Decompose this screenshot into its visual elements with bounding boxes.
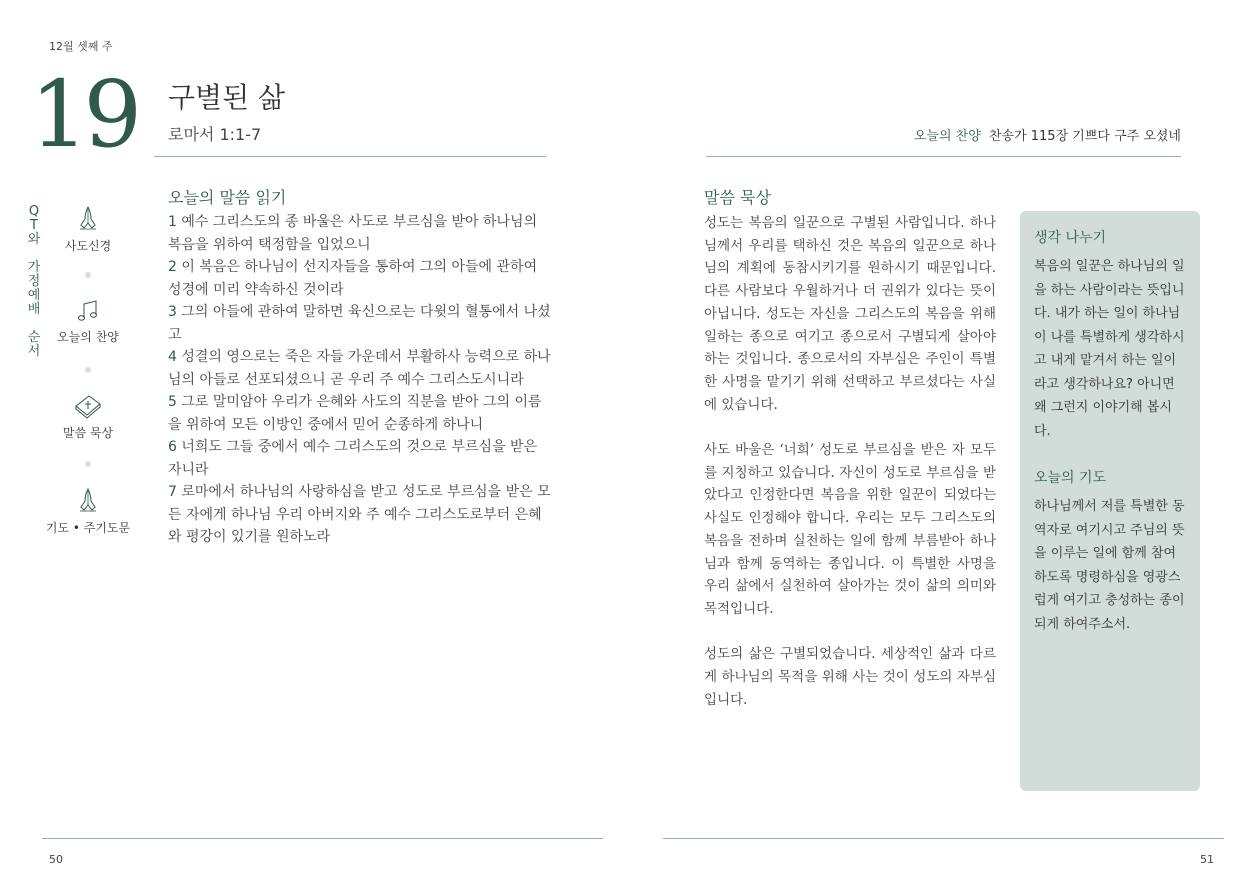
verse: 7 로마에서 하나님의 사랑하심을 받고 성도로 부르심을 받은 모든 자에게 하나님 우리 아버지와 주 예수 그리스도로부터 은혜와 평강이 있기를 원하노라 [168,484,551,545]
scripture-text [168,211,554,549]
prayer-text: 하나님께서 저를 특별한 동역자로 여기시고 주님의 뜻을 이루는 일에 함께 참여하도록 명령하심을 영광스럽게 여기고 충성하는 종이 되게 하여주소서. [1034,499,1185,632]
meditation-paragraph: 사도 바울은 ‘너희’ 성도로 부르심을 받은 자 모두를 지칭하고 있습니다. 자신이 성도로 부르심을 받았다고 인정한다면 복음을 위한 일꾼이 되었다는 사실도 인정해야 합니다. 우리는 모두 그리스도의 복음을 전하며 실천하는 일에 함께 부름받아 하나님과 함께 동역하는 종입니다. 이 특별한 사명을 우리 삶에서 실천하여 살아가는 것이 삶의 의미와 목적입니다. [704,442,996,617]
footer-divider-left [42,838,603,839]
order-item-prayer [43,487,133,536]
order-item-label: 기도 • 주기도문 [45,521,131,535]
hymn-text: 찬송가 115장 기쁘다 구주 오셨네 [988,129,1181,144]
sidebar-title-char: 가 [27,260,41,275]
page-title: 구별된 삶 [168,81,286,114]
sharing-text: 복음의 일꾼은 하나님의 일을 하는 사람이라는 뜻입니다. 내가 하는 일이 하나님이 나를 특별하게 생각하시고 내게 맡겨서 하는 일이라고 생각하나요? 아니면 왜 그런지 이야기해 봅시다. [1034,259,1185,439]
verse: 1 예수 그리스도의 종 바울은 사도로 부르심을 받아 하나님의 복음을 위하여 택정함을 입었으니 [168,214,538,253]
week-label: 12월 셋째 주 [49,40,113,53]
sidebar-title-char: 서 [27,344,41,359]
reading-heading: 오늘의 말씀 읽기 [168,188,287,207]
title-divider [154,156,546,157]
sidebar-title-char: 배 [27,302,41,317]
meditation-heading: 말씀 묵상 [704,188,771,207]
bible-icon [73,392,103,420]
hymn-divider [706,156,1181,157]
order-item-creed [43,205,133,254]
verse: 2 이 복음은 하나님이 선지자들을 통하여 그의 아들에 관하여 성경에 미리 약속하신 것이라 [168,259,538,298]
order-item-hymn [43,298,133,345]
praying-hands-icon [74,205,102,233]
scripture-reference: 로마서 1:1-7 [168,125,262,144]
order-item-meditation [43,392,133,441]
sidebar-title-char: 예 [27,288,41,303]
meditation-paragraph: 성도는 복음의 일꾼으로 구별된 사람입니다. 하나님께서 우리를 택하신 것은 복음의 일꾼으로 하나님의 계획에 동참시키기를 원하시기 때문입니다. 다른 사람보다 우월하거나 더 권위가 있다는 뜻이 아닙니다. 성도는 자신을 그리스도의 복음을 위해 일하는 종으로 여기고 종으로서 구별되게 살아야 하는 것입니다. 종으로서의 자부심은 주인이 특별한 사명을 맡기기 위해 선택하고 부르셨다는 사실에 있습니다. [704,215,996,413]
sidebar-title-char: 순 [27,330,41,345]
verse: 3 그의 아들에 관하여 말하면 육신으로는 다윗의 혈통에서 나셨고 [168,304,551,343]
order-item-label: 말씀 묵상 [62,426,114,440]
hymn-line [914,125,1181,144]
separator-dot [85,367,91,373]
verse: 5 그로 말미암아 우리가 은혜와 사도의 직분을 받아 그의 이름을 위하여 모든 이방인 중에서 믿어 순종하게 하나니 [168,394,542,433]
music-note-icon [75,298,101,324]
sharing-heading: 생각 나누기 [1034,230,1107,246]
verse: 6 너희도 그들 중에서 예수 그리스도의 것으로 부르심을 받은 자니라 [168,439,538,478]
sidebar-title-char: T [30,218,38,233]
separator-dot [85,461,91,467]
discussion-box [1020,211,1200,791]
verse: 4 성결의 영으로는 죽은 자들 가운데서 부활하사 능력으로 하나님의 아들로 선포되셨으니 곧 우리 주 예수 그리스도시니라 [168,349,551,388]
order-item-label: 오늘의 찬양 [57,330,119,344]
sidebar-title [26,205,42,359]
sidebar-title-char: 와 [27,232,41,247]
separator-dot [85,272,91,278]
sidebar-title-char: Q [28,204,40,219]
footer-divider-right [663,838,1224,839]
hymn-label: 오늘의 찬양 [913,129,981,144]
praying-hands-icon [74,487,102,515]
meditation-paragraph: 성도의 삶은 구별되었습니다. 세상적인 삶과 다르게 하나님의 목적을 위해 사는 것이 성도의 자부심입니다. [704,646,996,708]
page-number-right: 51 [1200,853,1214,866]
page-number-left: 50 [49,853,63,866]
meditation-text [704,212,996,734]
sidebar-title-char: 정 [27,274,41,289]
prayer-heading: 오늘의 기도 [1034,470,1107,486]
day-number: 19 [30,61,138,168]
order-item-label: 사도신경 [64,239,112,253]
